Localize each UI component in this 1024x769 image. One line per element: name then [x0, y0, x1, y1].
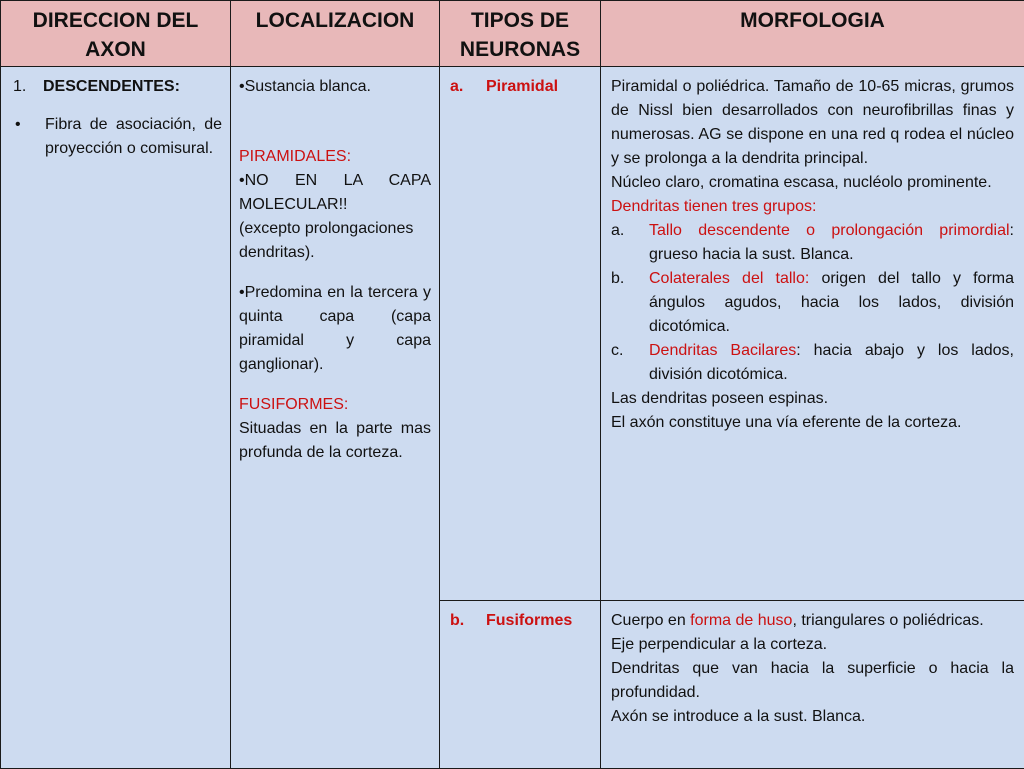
morf-fus-p1a: Cuerpo en: [611, 612, 690, 629]
loc-piramidales-bullet2: •Predomina en la tercera y quinta capa (capa piramidal y capa ganglionar).: [239, 281, 431, 377]
morf-pir-p4: Las dendritas poseen espinas.: [611, 387, 1014, 411]
loc-fusiformes-text: Situadas en la parte mas profunda de la corteza.: [239, 417, 431, 465]
morf-fus-p1b: , triangulares o poliédricas.: [792, 612, 983, 629]
header-direccion-axon: [1, 1, 231, 67]
cell-direccion-axon: [1, 67, 231, 769]
header-morfologia: MORFOLOGIA: [601, 1, 1024, 67]
header-localizacion: LOCALIZACION: [231, 1, 440, 67]
bullet-dot-icon: •: [13, 113, 45, 161]
morf-pir-list-c: [611, 339, 1014, 387]
cell-tipo-piramidal: [440, 67, 601, 601]
morf-pir-p1: Piramidal o poliédrica. Tamaño de 10-65 micras, grumos de Nissl bien desarrollados con neurofibrillas finas y numerosas. AG se dispone en una red q rodea el núcleo y se prolonga a la dendrita principal.: [611, 75, 1014, 171]
list-a-marker: a.: [611, 219, 649, 267]
morf-pir-p3: Dendritas tienen tres grupos:: [611, 195, 1014, 219]
axon-number: 1.: [13, 75, 43, 99]
loc-sustancia-blanca: •Sustancia blanca.: [239, 75, 431, 99]
tipo-b-label: Fusiformes: [486, 609, 572, 633]
tipo-a-label: Piramidal: [486, 75, 558, 99]
tipo-a-marker: a.: [450, 75, 486, 99]
axon-bullet-item: [13, 113, 222, 161]
loc-piramidales-bullet1: •NO EN LA CAPA MOLECULAR!!: [239, 169, 431, 217]
cell-morfologia-fusiforme: [601, 601, 1024, 769]
morf-fus-p2: Eje perpendicular a la corteza.: [611, 633, 1014, 657]
loc-piramidales-note: (excepto prolongaciones dendritas).: [239, 217, 431, 265]
header-row: [1, 1, 1024, 67]
loc-fusiformes-title: FUSIFORMES:: [239, 393, 431, 417]
list-b-marker: b.: [611, 267, 649, 339]
morf-pir-list-b: [611, 267, 1014, 339]
list-b-rest: origen del tallo y forma ángulos agudos, hacia los lados, división dicotómica.: [649, 270, 1014, 335]
header-direccion-line1: DIRECCION DEL: [33, 9, 199, 32]
axon-text: Fibra de asociación, de proyección o comisural.: [45, 113, 222, 161]
header-tipos-line1: TIPOS DE: [471, 9, 569, 32]
morf-fus-p3: Dendritas que van hacia la superficie o hacia la profundidad.: [611, 657, 1014, 705]
list-c-rest: : hacia abajo y los lados, división dicotómica.: [649, 342, 1014, 383]
tipo-fusiforme: [450, 609, 590, 633]
morf-pir-p5: El axón constituye una vía eferente de la corteza.: [611, 411, 1014, 435]
header-direccion-line2: AXON: [85, 38, 146, 61]
list-a-red: Tallo descendente o prolongación primordial: [649, 222, 1010, 239]
morf-fus-p1: [611, 609, 1014, 633]
morf-pir-list-a: [611, 219, 1014, 267]
axon-title: DESCENDENTES:: [43, 75, 180, 99]
row-piramidal: [1, 67, 1024, 601]
morf-pir-p2: Núcleo claro, cromatina escasa, nucléolo prominente.: [611, 171, 1014, 195]
tipo-piramidal: [450, 75, 590, 99]
cell-localizacion: [231, 67, 440, 769]
morf-fus-p4: Axón se introduce a la sust. Blanca.: [611, 705, 1014, 729]
morf-fus-p1-red: forma de huso: [690, 612, 792, 629]
loc-piramidales-title: PIRAMIDALES:: [239, 145, 431, 169]
cell-morfologia-piramidal: [601, 67, 1024, 601]
list-c-marker: c.: [611, 339, 649, 387]
axon-heading: [13, 75, 222, 99]
tipo-b-marker: b.: [450, 609, 486, 633]
list-c-red: Dendritas Bacilares: [649, 342, 796, 359]
list-b-red: Colaterales del tallo:: [649, 270, 809, 287]
header-tipos-neuronas: [440, 1, 601, 67]
cell-tipo-fusiforme: [440, 601, 601, 769]
header-tipos-line2: NEURONAS: [460, 38, 580, 61]
list-a-rest: : grueso hacia la sust. Blanca.: [649, 222, 1014, 263]
